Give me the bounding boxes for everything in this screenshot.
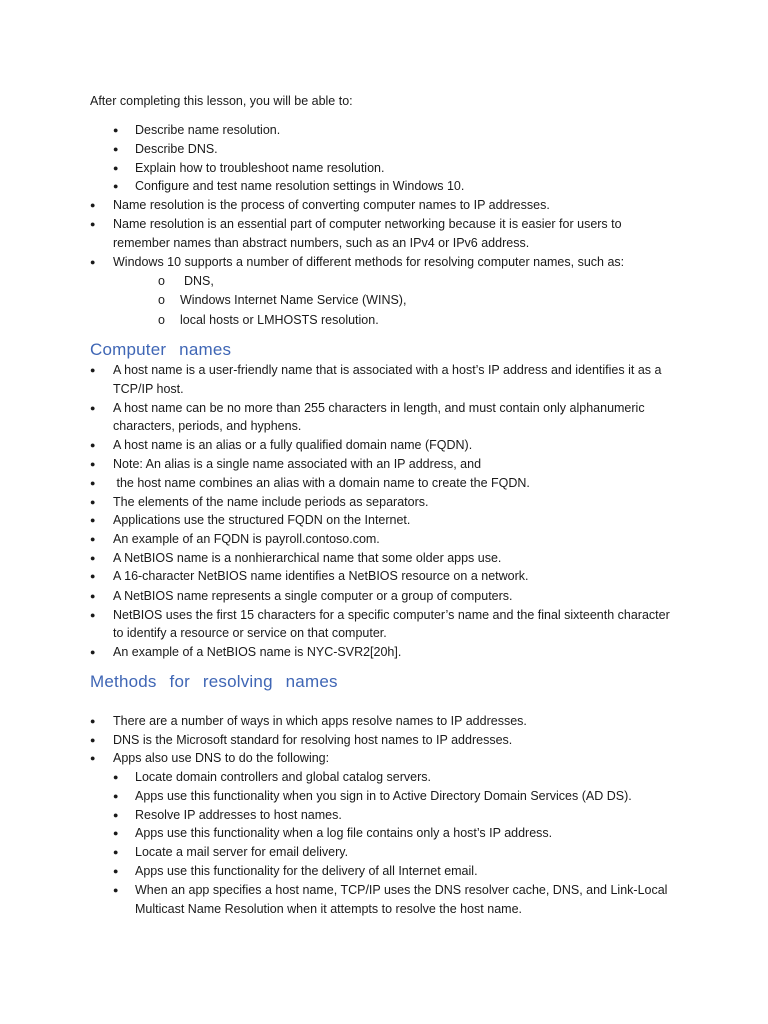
computer-names-item: An example of a NetBIOS name is NYC-SVR2[20h].	[113, 645, 402, 659]
bullet-icon: ●	[90, 515, 96, 525]
computer-names-item: A NetBIOS name represents a single computer or a group of computers.	[113, 589, 513, 603]
overview-item: Name resolution is an essential part of computer networking because it is easier for users to	[113, 217, 622, 231]
bullet-icon: ●	[90, 534, 96, 544]
bullet-icon: ●	[90, 610, 96, 620]
bullet-icon: ●	[90, 735, 96, 745]
bullet-icon: ●	[90, 497, 96, 507]
section-heading-methods: Methods for resolving names	[90, 672, 338, 691]
section-heading-computer-names: Computer names	[90, 340, 232, 359]
computer-names-continuation: to identify a resource or service on that computer.	[113, 626, 387, 640]
method-item: DNS,	[184, 274, 214, 288]
computer-names-item: An example of an FQDN is payroll.contoso.com.	[113, 532, 380, 546]
bullet-icon: ●	[113, 810, 119, 820]
objective-item: Configure and test name resolution settings in Windows 10.	[135, 179, 465, 193]
bullet-icon: ●	[113, 772, 119, 782]
bullet-icon: ●	[90, 553, 96, 563]
computer-names-item: A host name can be no more than 255 characters in length, and must contain only alphanumeric	[113, 401, 645, 415]
bullet-icon: ●	[90, 571, 96, 581]
computer-names-item: NetBIOS uses the first 15 characters for a specific computer’s name and the final sixteenth character	[113, 608, 670, 622]
bullet-icon: ●	[113, 866, 119, 876]
computer-names-item: The elements of the name include periods as separators.	[113, 495, 429, 509]
computer-names-continuation: characters, periods, and hyphens.	[113, 419, 302, 433]
methods-item: DNS is the Microsoft standard for resolving host names to IP addresses.	[113, 733, 513, 747]
bullet-icon: ●	[90, 753, 96, 763]
bullet-icon: ●	[90, 716, 96, 726]
computer-names-item: A 16-character NetBIOS name identifies a NetBIOS resource on a network.	[113, 569, 529, 583]
overview-item-continuation: remember names than abstract numbers, such as an IPv4 or IPv6 address.	[113, 236, 530, 250]
circle-bullet-icon: o	[158, 293, 165, 307]
overview-item: Windows 10 supports a number of different methods for resolving computer names, such as:	[113, 255, 625, 269]
methods-item: Apps also use DNS to do the following:	[113, 751, 330, 765]
bullet-icon: ●	[90, 591, 96, 601]
computer-names-continuation: TCP/IP host.	[113, 382, 184, 396]
bullet-icon: ●	[90, 403, 96, 413]
methods-sub-item: Apps use this functionality when a log file contains only a host’s IP address.	[135, 826, 553, 840]
bullet-icon: ●	[113, 828, 119, 838]
computer-names-item: A host name is an alias or a fully qualified domain name (FQDN).	[113, 438, 473, 452]
method-item: Windows Internet Name Service (WINS),	[180, 293, 407, 307]
computer-names-item: A host name is a user-friendly name that is associated with a host’s IP address and identifies it as a	[113, 363, 662, 377]
bullet-icon: ●	[113, 163, 119, 173]
objective-item: Explain how to troubleshoot name resolution.	[135, 161, 385, 175]
bullet-icon: ●	[90, 200, 96, 210]
circle-bullet-icon: o	[158, 313, 165, 327]
objective-item: Describe DNS.	[135, 142, 218, 156]
computer-names-item: Note: An alias is a single name associated with an IP address, and	[113, 457, 482, 471]
methods-item: There are a number of ways in which apps resolve names to IP addresses.	[113, 714, 527, 728]
bullet-icon: ●	[90, 440, 96, 450]
bullet-icon: ●	[113, 144, 119, 154]
bullet-icon: ●	[113, 847, 119, 857]
computer-names-item: the host name combines an alias with a domain name to create the FQDN.	[113, 476, 530, 490]
methods-sub-item: Apps use this functionality for the delivery of all Internet email.	[135, 864, 478, 878]
method-item: local hosts or LMHOSTS resolution.	[180, 313, 379, 327]
bullet-icon: ●	[90, 365, 96, 375]
computer-names-item: Applications use the structured FQDN on the Internet.	[113, 513, 411, 527]
computer-names-item: A NetBIOS name is a nonhierarchical name that some older apps use.	[113, 551, 502, 565]
bullet-icon: ●	[90, 257, 96, 267]
bullet-icon: ●	[90, 478, 96, 488]
bullet-icon: ●	[113, 885, 119, 895]
methods-sub-item: Locate domain controllers and global catalog servers.	[135, 770, 432, 784]
objective-item: Describe name resolution.	[135, 123, 281, 137]
circle-bullet-icon: o	[158, 274, 165, 288]
overview-item: Name resolution is the process of converting computer names to IP addresses.	[113, 198, 550, 212]
bullet-icon: ●	[90, 647, 96, 657]
methods-sub-continuation: Multicast Name Resolution when it attempts to resolve the host name.	[135, 902, 522, 916]
methods-sub-item: Locate a mail server for email delivery.	[135, 845, 349, 859]
bullet-icon: ●	[113, 791, 119, 801]
bullet-icon: ●	[90, 219, 96, 229]
bullet-icon: ●	[113, 181, 119, 191]
methods-sub-item: Apps use this functionality when you sign in to Active Directory Domain Services (AD DS).	[135, 789, 632, 803]
intro-text: After completing this lesson, you will be able to:	[90, 94, 353, 108]
bullet-icon: ●	[113, 125, 119, 135]
methods-sub-item: Resolve IP addresses to host names.	[135, 808, 342, 822]
methods-sub-item: When an app specifies a host name, TCP/IP uses the DNS resolver cache, DNS, and Link-Local	[135, 883, 668, 897]
bullet-icon: ●	[90, 459, 96, 469]
